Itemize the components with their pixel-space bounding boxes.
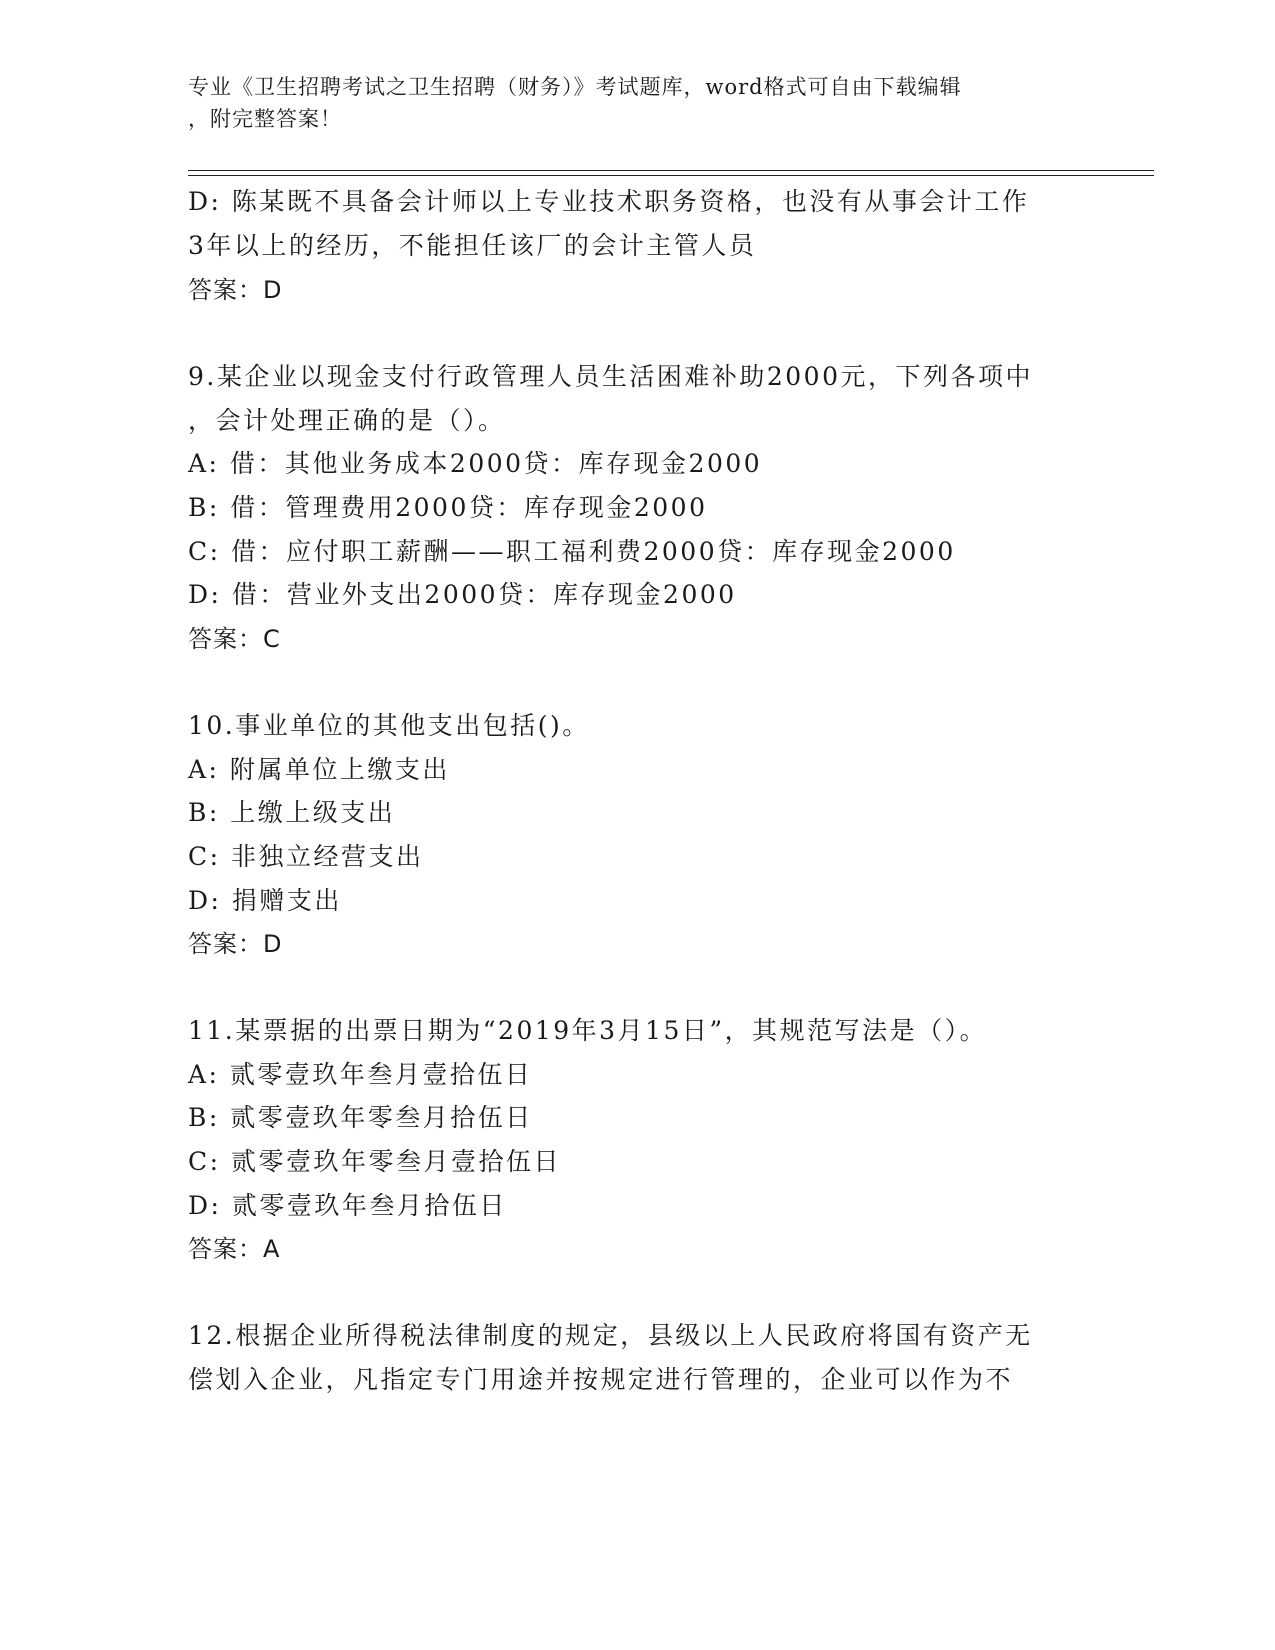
q9-option-b: B: 借：管理费用2000贷：库存现金2000	[188, 493, 708, 522]
q11-option-d: D: 贰零壹玖年叁月拾伍日	[188, 1191, 507, 1220]
prev-option-d-line2: 3年以上的经历，不能担任该厂的会计主管人员	[188, 231, 757, 260]
header-subtitle: ，附完整答案！	[188, 107, 342, 131]
q9-stem-line1: 9.某企业以现金支付行政管理人员生活困难补助2000元，下列各项中	[188, 362, 1033, 391]
prev-answer: 答案：D	[188, 276, 283, 304]
header-rule-top	[188, 170, 1154, 171]
q10-answer: 答案：D	[188, 930, 283, 958]
q10-option-b: B: 上缴上级支出	[188, 798, 396, 827]
q9-option-d: D: 借：营业外支出2000贷：库存现金2000	[188, 580, 737, 609]
prev-option-d-line1: D: 陈某既不具备会计师以上专业技术职务资格，也没有从事会计工作	[188, 187, 1030, 216]
q10-option-a: A: 附属单位上缴支出	[188, 755, 450, 784]
q12-stem-line1: 12.根据企业所得税法律制度的规定，县级以上人民政府将国有资产无	[188, 1321, 1033, 1350]
q9-option-a: A: 借：其他业务成本2000贷：库存现金2000	[188, 449, 763, 478]
q10-option-c: C: 非独立经营支出	[188, 842, 424, 871]
q9-answer: 答案：C	[188, 625, 281, 653]
header-title: 专业《卫生招聘考试之卫生招聘（财务）》考试题库，word格式可自由下载编辑	[188, 75, 962, 99]
q10-stem: 10.事业单位的其他支出包括()。	[188, 711, 590, 740]
q12-stem-line2: 偿划入企业，凡指定专门用途并按规定进行管理的，企业可以作为不	[188, 1365, 1014, 1394]
q11-answer: 答案：A	[188, 1235, 281, 1263]
q11-option-c: C: 贰零壹玖年零叁月壹拾伍日	[188, 1147, 561, 1176]
header-rule-bottom	[188, 175, 1154, 176]
q10-option-d: D: 捐赠支出	[188, 886, 342, 915]
q9-option-c: C: 借：应付职工薪酬——职工福利费2000贷：库存现金2000	[188, 537, 956, 566]
q11-stem: 11.某票据的出票日期为“2019年3月15日”，其规范写法是（）。	[188, 1016, 988, 1045]
q11-option-b: B: 贰零壹玖年零叁月拾伍日	[188, 1103, 533, 1132]
q11-option-a: A: 贰零壹玖年叁月壹拾伍日	[188, 1060, 533, 1089]
q9-stem-line2: ，会计处理正确的是（）。	[188, 406, 506, 435]
